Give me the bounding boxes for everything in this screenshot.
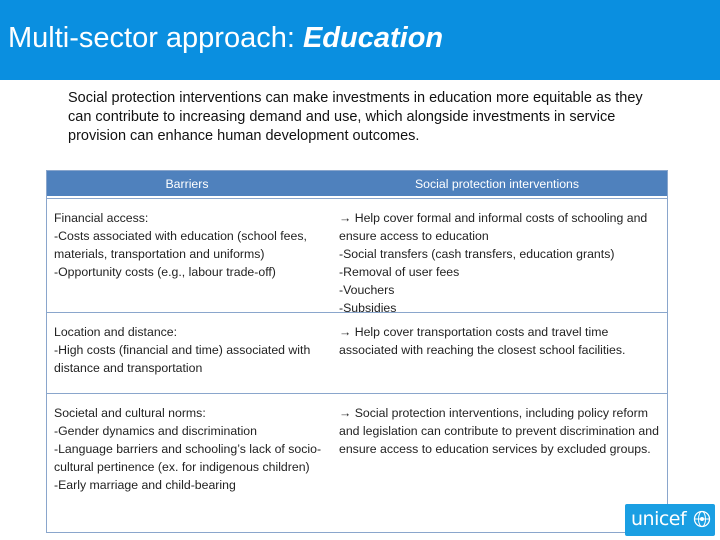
header-interventions: Social protection interventions [414, 176, 580, 191]
title-main: Multi-sector approach: [8, 22, 303, 54]
barrier-cell: Location and distance: -High costs (financial and time) associated with distance and transportation [54, 325, 311, 375]
barrier-cell: Societal and cultural norms: -Gender dynamics and discrimination -Language barriers and schooling’s lack of socio-cultural pertinence (ex. for indigenous children) -Early marriage and child-bearing [54, 406, 322, 492]
intervention-cell: → Help cover transportation costs and travel time associated with reaching the closest school facilities. [339, 325, 626, 357]
table-row [47, 198, 667, 315]
table-header [47, 171, 667, 198]
unicef-logo [625, 504, 715, 536]
title-emphasis: Education [302, 22, 444, 54]
logo-text: unicef [631, 508, 687, 530]
intervention-cell: → Help cover formal and informal costs of schooling and ensure access to education -Social transfers (cash transfers, education grants) -Removal of user fees -Vouchers -Subsidies [339, 211, 648, 315]
title-bar [0, 0, 720, 80]
intro-paragraph: Social protection interventions can make investments in education more equitable as they can contribute to increasing demand and use, which alongside investments in service provision can enhance human development outcomes. [68, 90, 643, 144]
header-barriers: Barriers [165, 176, 209, 191]
intervention-cell: → Social protection interventions, including policy reform and legislation can contribute to prevent discrimination and ensure access to education services by excluded groups. [339, 406, 659, 456]
barriers-table [46, 170, 668, 533]
table-row [47, 312, 667, 393]
globe-icon [693, 510, 711, 528]
barrier-cell: Financial access: -Costs associated with education (school fees, materials, transportation and uniforms) -Opportunity costs (e.g., labour trade-off) [54, 211, 307, 279]
table-row [47, 393, 667, 532]
page-title [8, 22, 443, 55]
